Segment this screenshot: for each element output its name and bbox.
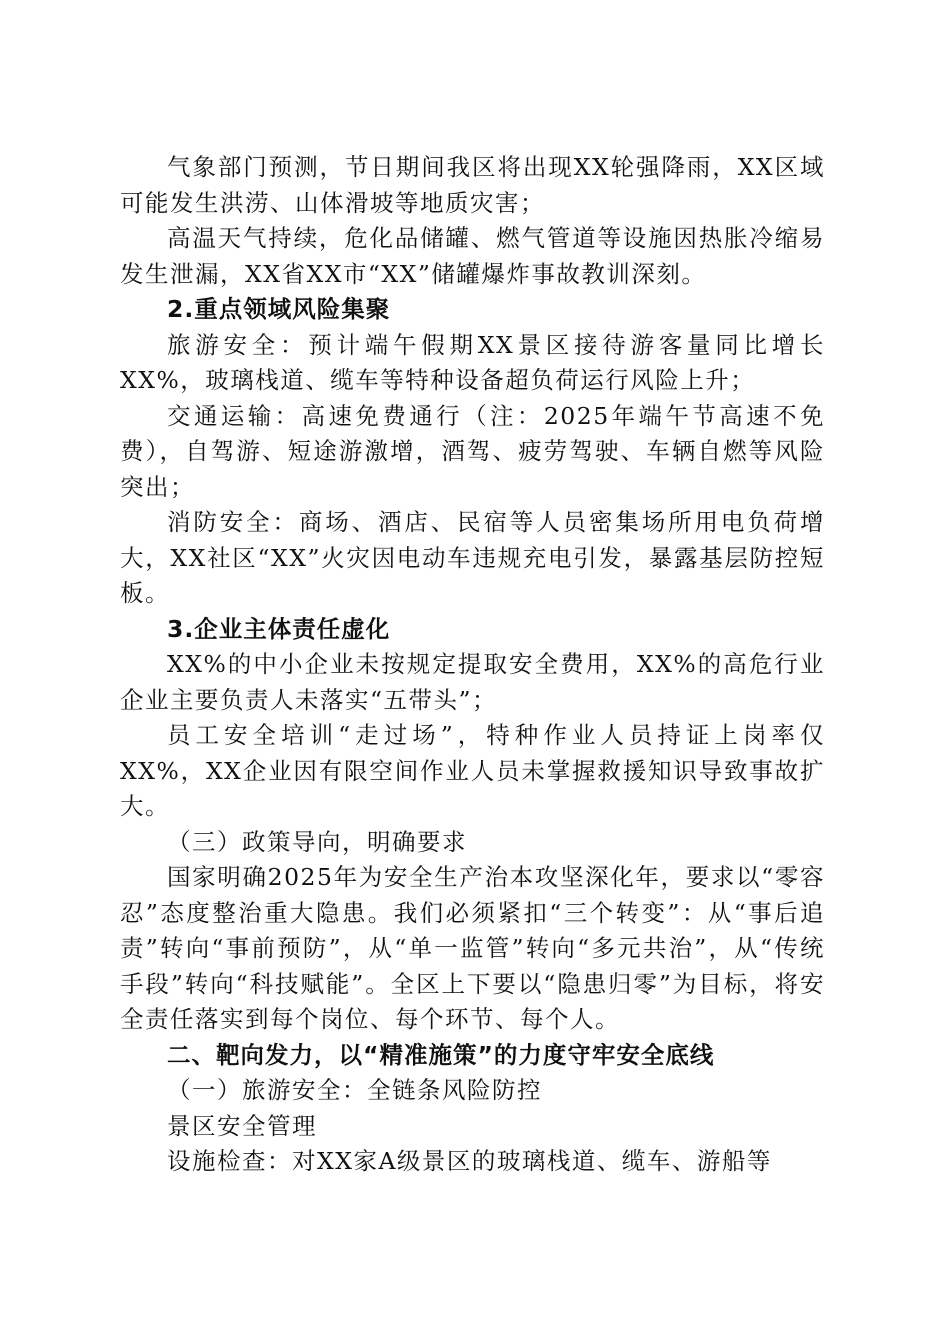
paragraph-scenic-management: 景区安全管理: [167, 1111, 317, 1140]
heading-key-area-risk: 2.重点领域风险集聚: [167, 295, 391, 323]
heading-section-two: 二、靶向发力，以“精准施策”的力度守牢安全底线: [167, 1040, 715, 1069]
paragraph-safety-fees: XX%的中小企业未按规定提取安全费用，XX%的高危行业企业主要负责人未落实“五带头”；: [120, 650, 825, 714]
paragraph-policy: 国家明确2025年为安全生产治本攻坚深化年，要求以“零容忍”态度整治重大隐患。我们必须紧扣“三个转变”：从“事后追责”转向“事前预防”，从“单一监管”转向“多元共治”，从“传统手段”转向“科技赋能”。全区上下要以“隐患归零”为目标，将安全责任落实到每个岗位、每个环节、每个人。: [120, 863, 825, 1033]
document-page: [120, 150, 825, 1180]
heading-enterprise-responsibility: 3.企业主体责任虚化: [167, 614, 391, 643]
paragraph-staff-training: 员工安全培训“走过场”，特种作业人员持证上岗率仅XX%，XX企业因有限空间作业人员未掌握救援知识导致事故扩大。: [120, 721, 825, 820]
subheading-tourism: （一）旅游安全：全链条风险防控: [167, 1076, 542, 1104]
paragraph-traffic: 交通运输：高速免费通行（注：2025年端午节高速不免费），自驾游、短途游激增，酒驾、疲劳驾驶、车辆自燃等风险突出；: [120, 401, 825, 501]
paragraph-facility-check: 设施检查：对XX家A级景区的玻璃栈道、缆车、游船等: [167, 1147, 772, 1175]
paragraph-weather-rain: 气象部门预测，节日期间我区将出现XX轮强降雨，XX区域可能发生洪涝、山体滑坡等地质灾害；: [120, 153, 825, 217]
paragraph-tourism-safety: 旅游安全：预计端午假期XX景区接待游客量同比增长XX%，玻璃栈道、缆车等特种设备超负荷运行风险上升；: [120, 330, 825, 394]
paragraph-fire-safety: 消防安全：商场、酒店、民宿等人员密集场所用电负荷增大，XX社区“XX”火灾因电动车违规充电引发，暴露基层防控短板。: [120, 508, 825, 607]
subheading-policy: （三）政策导向，明确要求: [167, 827, 467, 856]
paragraph-heat-leak: 高温天气持续，危化品储罐、燃气管道等设施因热胀冷缩易发生泄漏，XX省XX市“XX”储罐爆炸事故教训深刻。: [120, 224, 825, 288]
